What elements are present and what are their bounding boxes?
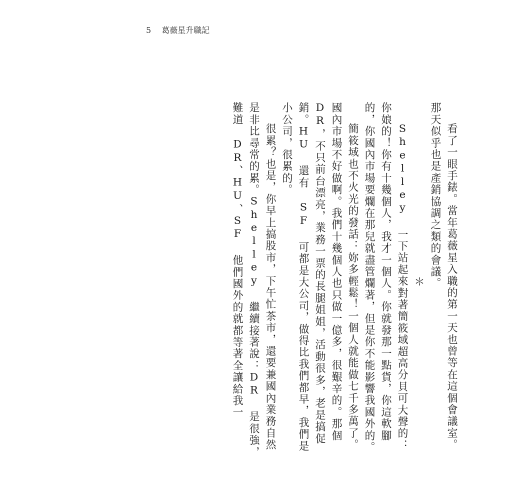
page-number: 5 [146, 26, 152, 35]
paragraph: 簡筱域也不火光的發話：妳多輕鬆！一個人就能做七千多萬了。國內市場不好做啊。我們十幾個人也只做一億多，很艱辛的。那個 DR，不只前台漂亮，業務一票的長腿姐姐，活動很多，老是搞促銷。HU 還有 SF 可都是大公司，做得比我們都早，我們是小公司，很累的。 [281, 102, 359, 452]
body-text [229, 102, 460, 462]
paragraph: Shelley 一下站起來對著簡筱域超高分貝可大聲的：你娘的！你有十幾個人，我才一個人。你就發那一點貨，你這軟腳的，你國內市場要爛在那兒就盡管爛著，但是你不能影響我國外的。 [363, 102, 409, 453]
paragraph: 看了一眼手錶。當年葛薇星入職的第一天也曾等在這個會議室。那天似乎也是產銷協調之類的會議。 [429, 102, 458, 451]
section-separator: ＊ [413, 276, 425, 288]
running-header [146, 25, 210, 36]
book-title: 葛薇星升職記 [161, 26, 210, 35]
paragraph: 很累？也是，你早上搞股市，下午忙茶市，還要兼國內業務自然是非比尋常的累。Shelley 繼續接著說：DR 是很強，難道 DR、HU、SF 他們國外的就都等著全讓給我一 [231, 102, 277, 458]
